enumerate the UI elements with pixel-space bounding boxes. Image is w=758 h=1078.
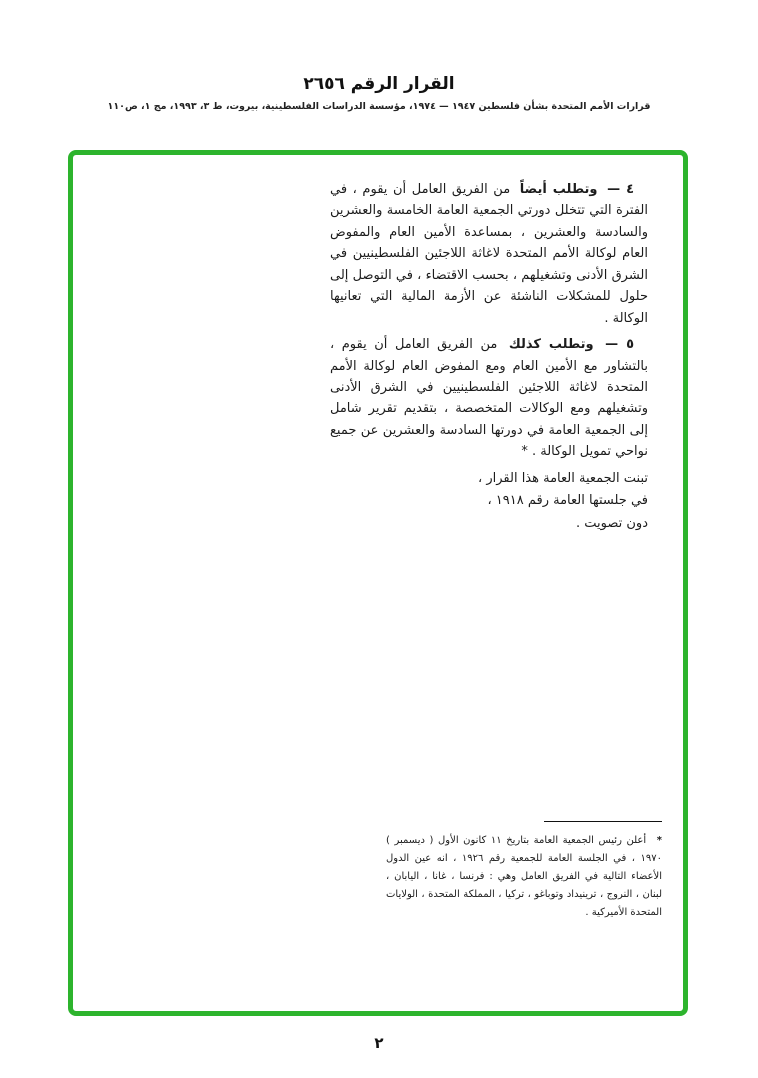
footnote <box>386 821 662 922</box>
paragraph-5-number: ٥ — <box>605 337 635 353</box>
page-number: ٢ <box>374 1034 384 1052</box>
paragraph-5-lead: وتطلب كذلك <box>508 337 594 353</box>
text-column <box>330 179 648 535</box>
content-frame <box>68 150 688 1016</box>
closing-line-3: دون تصويت . <box>575 515 648 531</box>
paragraph-5 <box>330 334 648 463</box>
document-header <box>0 74 758 112</box>
paragraph-4-lead: وتطلب أيضاً <box>519 182 598 197</box>
footnote-marker: * <box>656 835 662 846</box>
page-subtitle: قرارات الأمم المتحدة بشأن فلسطين ١٩٤٧ — ١٩٧٤، مؤسسة الدراسات الفلسطينية، بيروت، ط ٣، ١٩٩٣، مج ١، ص١١٠ <box>107 101 651 112</box>
paragraph-5-text: من الفريق العامل أن يقوم ، بالتشاور مع الأمين العام ومع المفوض العام لوكالة الأمم المتحدة لاغاثة اللاجئين الفلسطينيين في الشرق الأدنى وتشغيلهم ومع الوكالات المتخصصة ، بتقديم تقرير شامل إلى الجمعية العامة في دورتها السادسة والعشرين عن جميع نواحي تمويل الوكالة . * <box>330 337 648 460</box>
paragraph-4-number: ٤ — <box>607 182 634 197</box>
paragraph-4 <box>330 179 648 329</box>
page-title: القرار الرقم ٢٦٥٦ <box>303 74 455 94</box>
closing-line-1: تبنت الجمعية العامة هذا القرار ، <box>478 470 648 486</box>
closing-line-2: في جلستها العامة رقم ١٩١٨ ، <box>487 493 648 509</box>
footnote-body <box>386 832 662 922</box>
footnote-divider <box>544 821 662 822</box>
paragraph-4-text: من الفريق العامل أن يقوم ، في الفترة التي تتخلل دورتي الجمعية العامة الخامسة والعشرين والسادسة والعشرين ، بمساعدة الأمين العام والمفوض العام لوكالة الأمم المتحدة لاغاثة اللاجئين الفلسطينيين في الشرق الأدنى وتشغيلهم ، بحسب الاقتضاء ، في التوصل إلى حلول للمشكلات الناشئة عن الأزمة المالية التي تعانيها الوكالة . <box>330 182 648 326</box>
footnote-text: أعلن رئيس الجمعية العامة بتاريخ ١١ كانون الأول ( ديسمبر ) ١٩٧٠ ، في الجلسة العامة للجمعية رقم ١٩٢٦ ، انه عين الدول الأعضاء التالية في الفريق العامل وهي : فرنسا ، غانا ، اليابان ، لبنان ، النروج ، ترينيداد وتوباغو ، تركيا ، المملكة المتحدة ، الولايات المتحدة الأميركية . <box>386 835 662 918</box>
